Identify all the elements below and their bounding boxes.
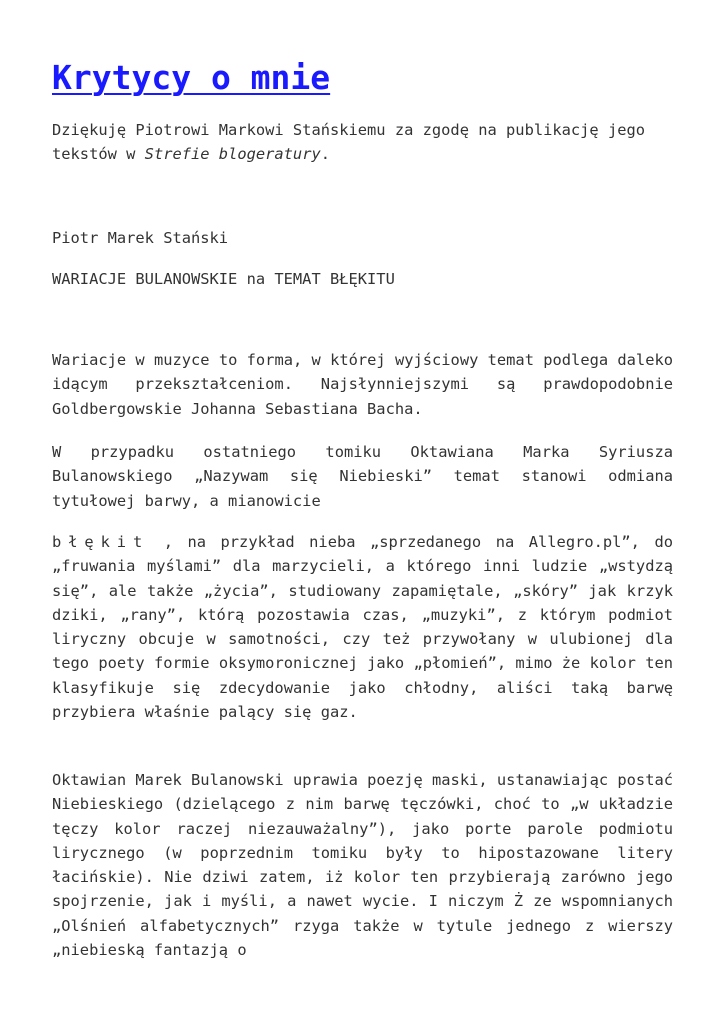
essay-title: WARIACJE BULANOWSKIE na TEMAT BŁĘKITU [52,270,395,288]
paragraph-1: Wariacje w muzyce to forma, w której wyjściowy temat podlega daleko idącym przekształceniom. Najsłynniejszymi są prawdopodobnie Goldbergowskie Johanna Sebastiana Bacha. [52,351,673,418]
paragraph-3 [52,530,673,724]
intro-end: . [320,145,331,164]
intro-italic: Strefie blogeratury [144,145,321,164]
author-name: Piotr Marek Stański [52,229,229,247]
blekit-word: błękit [52,533,150,551]
intro-paragraph [52,118,673,167]
intro-text: Dziękuję Piotrowi Markowi Stańskiemu za zgodę na publikację jego tekstów w [52,121,646,164]
title-link[interactable]: Krytycy o mnie [52,58,331,97]
paragraph-2: W przypadku ostatniego tomiku Oktawiana Marka Syriusza Bulanowskiego „Nazywam się Niebieski” temat stanowi odmiana tytułowej barwy, a mianowicie [52,443,673,510]
page-title [52,56,330,100]
paragraph-4: Oktawian Marek Bulanowski uprawia poezję maski, ustanawiając postać Niebieskiego (dzielącego z nim barwę tęczówki, choć to „w układzie tęczy kolor raczej niezauważalny”), jako porte parole podmiotu lirycznego (w poprzednim tomiku były to hipostazowane litery łacińskie). Nie dziwi zatem, iż kolor ten przybierają zarówno jego spojrzenie, jak i myśli, a nawet wycie. I niczym Ż ze wspomnianych „Olśnień alfabetycznych” rzyga także w tytule jednego z wierszy „niebieską fantazją o [52,771,673,960]
paragraph-3-text: , na przykład nieba „sprzedanego na Allegro.pl”, do „fruwania myślami” dla marzycieli, a którego inni ludzie „wstydzą się”, ale także „życia”, studiowany zapamiętale, „skóry” jak krzyk dziki, „rany”, którą pozostawia czas, „muzyki”, z którym podmiot liryczny obcuje w samotności, czy też przywołany w ulubionej dla tego poety formie oksymoronicznej jako „płomień”, mimo że kolor ten klasyfikuje się zdecydowanie jako chłodny, aliści taką barwę przybiera właśnie palący się gaz. [52,533,673,722]
